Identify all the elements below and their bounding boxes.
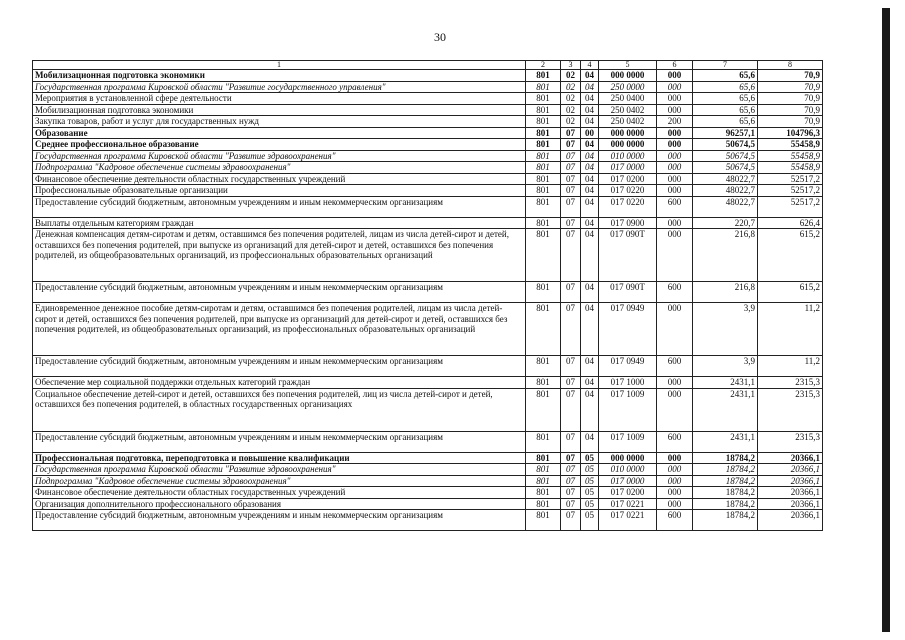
cell-pr: 07 (561, 229, 581, 282)
header-row (33, 61, 823, 70)
cell-cs1: 04 (581, 229, 599, 282)
cell-sum1: 18784,2 (693, 487, 758, 499)
cell-cs: 250 0402 (599, 116, 657, 128)
cell-name: Единовременное денежное пособие детям-сиротам и детям, оставшимся без попечения родителей, лицам из числа детей-сирот и детей, оставшихся без попечения родителей, при выпуске из организаций для детей-сирот и детей, оставшихся без попечения родителей, из общеобразовательных организаций, из профессиональных образовательных организаций (33, 303, 526, 356)
cell-rz: 801 (526, 498, 561, 510)
cell-cs1: 04 (581, 150, 599, 162)
cell-vr: 000 (657, 487, 693, 499)
cell-sum1: 2431,1 (693, 377, 758, 389)
table-row (33, 498, 823, 510)
cell-cs1: 00 (581, 127, 599, 139)
cell-vr: 000 (657, 498, 693, 510)
header-cell: 6 (657, 61, 693, 70)
cell-sum2: 11,2 (758, 356, 823, 377)
table-row (33, 475, 823, 487)
cell-cs1: 04 (581, 104, 599, 116)
cell-vr: 000 (657, 388, 693, 431)
table-row (33, 116, 823, 128)
cell-cs1: 04 (581, 282, 599, 303)
cell-cs1: 04 (581, 173, 599, 185)
cell-rz: 801 (526, 388, 561, 431)
cell-sum1: 18784,2 (693, 464, 758, 476)
cell-cs: 017 0221 (599, 510, 657, 531)
cell-cs1: 04 (581, 377, 599, 389)
cell-vr: 200 (657, 116, 693, 128)
cell-rz: 801 (526, 173, 561, 185)
cell-sum1: 216,8 (693, 229, 758, 282)
cell-sum1: 220,7 (693, 217, 758, 229)
cell-pr: 07 (561, 139, 581, 151)
cell-cs1: 04 (581, 196, 599, 217)
cell-cs: 000 0000 (599, 127, 657, 139)
cell-sum1: 50674,5 (693, 150, 758, 162)
cell-cs: 017 1009 (599, 388, 657, 431)
cell-cs1: 05 (581, 498, 599, 510)
cell-vr: 600 (657, 282, 693, 303)
cell-rz: 801 (526, 116, 561, 128)
table-row (33, 104, 823, 116)
cell-rz: 801 (526, 303, 561, 356)
cell-rz: 801 (526, 487, 561, 499)
cell-vr: 600 (657, 510, 693, 531)
cell-rz: 801 (526, 431, 561, 452)
cell-cs1: 04 (581, 81, 599, 93)
cell-sum2: 55458,9 (758, 139, 823, 151)
cell-sum1: 2431,1 (693, 431, 758, 452)
cell-sum2: 70,9 (758, 70, 823, 82)
cell-cs: 017 0200 (599, 173, 657, 185)
cell-vr: 000 (657, 150, 693, 162)
cell-sum1: 3,9 (693, 303, 758, 356)
cell-cs1: 04 (581, 388, 599, 431)
cell-sum1: 48022,7 (693, 173, 758, 185)
cell-sum2: 52517,2 (758, 185, 823, 197)
cell-cs1: 04 (581, 431, 599, 452)
cell-rz: 801 (526, 229, 561, 282)
cell-cs: 000 0000 (599, 139, 657, 151)
cell-sum2: 615,2 (758, 229, 823, 282)
cell-sum2: 55458,9 (758, 150, 823, 162)
cell-cs: 017 0200 (599, 487, 657, 499)
header-cell: 8 (758, 61, 823, 70)
cell-pr: 07 (561, 303, 581, 356)
cell-cs1: 05 (581, 475, 599, 487)
cell-vr: 000 (657, 464, 693, 476)
cell-cs1: 04 (581, 93, 599, 105)
cell-name: Мобилизационная подготовка экономики (33, 104, 526, 116)
cell-cs: 000 0000 (599, 70, 657, 82)
cell-sum1: 65,6 (693, 81, 758, 93)
cell-rz: 801 (526, 282, 561, 303)
cell-pr: 07 (561, 475, 581, 487)
cell-rz: 801 (526, 377, 561, 389)
header-cell: 5 (599, 61, 657, 70)
cell-pr: 02 (561, 104, 581, 116)
cell-sum1: 65,6 (693, 116, 758, 128)
cell-sum1: 50674,5 (693, 162, 758, 174)
cell-cs1: 04 (581, 162, 599, 174)
cell-name: Финансовое обеспечение деятельности областных государственных учреждений (33, 487, 526, 499)
cell-cs1: 04 (581, 139, 599, 151)
cell-name: Профессиональные образовательные организации (33, 185, 526, 197)
cell-sum2: 20366,1 (758, 475, 823, 487)
cell-sum2: 20366,1 (758, 498, 823, 510)
cell-cs1: 05 (581, 510, 599, 531)
cell-sum1: 48022,7 (693, 196, 758, 217)
cell-rz: 801 (526, 510, 561, 531)
cell-vr: 000 (657, 139, 693, 151)
cell-cs: 010 0000 (599, 150, 657, 162)
cell-sum1: 216,8 (693, 282, 758, 303)
cell-vr: 000 (657, 185, 693, 197)
cell-sum2: 626,4 (758, 217, 823, 229)
cell-cs: 250 0400 (599, 93, 657, 105)
cell-cs1: 05 (581, 487, 599, 499)
cell-name: Среднее профессиональное образование (33, 139, 526, 151)
cell-cs: 017 090Т (599, 229, 657, 282)
cell-rz: 801 (526, 217, 561, 229)
cell-sum1: 96257,1 (693, 127, 758, 139)
cell-rz: 801 (526, 139, 561, 151)
cell-cs: 017 1009 (599, 431, 657, 452)
cell-cs: 017 0949 (599, 303, 657, 356)
cell-name: Предоставление субсидий бюджетным, автономным учреждениям и иным некоммерческим организациям (33, 196, 526, 217)
cell-cs: 010 0000 (599, 464, 657, 476)
header-cell: 2 (526, 61, 561, 70)
cell-pr: 02 (561, 93, 581, 105)
cell-rz: 801 (526, 81, 561, 93)
cell-pr: 07 (561, 377, 581, 389)
cell-vr: 000 (657, 452, 693, 464)
page-number: 30 (434, 30, 446, 44)
cell-pr: 07 (561, 173, 581, 185)
cell-sum1: 65,6 (693, 93, 758, 105)
cell-pr: 07 (561, 162, 581, 174)
cell-sum1: 65,6 (693, 104, 758, 116)
cell-name: Предоставление субсидий бюджетным, автономным учреждениям и иным некоммерческим организациям (33, 510, 526, 531)
cell-rz: 801 (526, 162, 561, 174)
table-row (33, 303, 823, 356)
scan-edge-bar (882, 8, 890, 632)
cell-rz: 801 (526, 104, 561, 116)
cell-name: Мобилизационная подготовка экономики (33, 70, 526, 82)
cell-pr: 07 (561, 510, 581, 531)
table-row (33, 196, 823, 217)
cell-sum2: 20366,1 (758, 510, 823, 531)
cell-pr: 07 (561, 127, 581, 139)
cell-name: Денежная компенсация детям-сиротам и детям, оставшимся без попечения родителей, лицам из числа детей-сирот и детей, оставшихся без попечения родителей, при выпуске из организаций для детей-сирот и детей, оставшихся без попечения родителей, из общеобразовательных организаций, из профессиональных образовательных организаций (33, 229, 526, 282)
cell-sum2: 20366,1 (758, 487, 823, 499)
cell-sum1: 50674,5 (693, 139, 758, 151)
cell-name: Социальное обеспечение детей-сирот и детей, оставшихся без попечения родителей, лиц из числа детей-сирот и детей, оставшихся без попечения родителей, в областных государственных организациях (33, 388, 526, 431)
cell-sum2: 70,9 (758, 104, 823, 116)
cell-name: Предоставление субсидий бюджетным, автономным учреждениям и иным некоммерческим организациям (33, 282, 526, 303)
cell-rz: 801 (526, 185, 561, 197)
cell-name: Государственная программа Кировской области "Развитие здравоохранения" (33, 150, 526, 162)
table-row (33, 452, 823, 464)
table-row (33, 127, 823, 139)
cell-rz: 801 (526, 70, 561, 82)
table-row (33, 93, 823, 105)
cell-name: Профессиональная подготовка, переподготовка и повышение квалификации (33, 452, 526, 464)
cell-name: Подпрограмма "Кадровое обеспечение системы здравоохранения" (33, 475, 526, 487)
cell-cs1: 04 (581, 217, 599, 229)
table-row (33, 388, 823, 431)
cell-name: Подпрограмма "Кадровое обеспечение системы здравоохранения" (33, 162, 526, 174)
header-cell: 1 (33, 61, 526, 70)
cell-pr: 07 (561, 431, 581, 452)
cell-pr: 07 (561, 498, 581, 510)
cell-sum2: 11,2 (758, 303, 823, 356)
cell-name: Организация дополнительного профессионального образования (33, 498, 526, 510)
cell-sum1: 48022,7 (693, 185, 758, 197)
table-row (33, 70, 823, 82)
cell-pr: 07 (561, 388, 581, 431)
cell-cs: 250 0000 (599, 81, 657, 93)
table-row (33, 377, 823, 389)
cell-name: Государственная программа Кировской области "Развитие государственного управления" (33, 81, 526, 93)
cell-vr: 000 (657, 81, 693, 93)
cell-rz: 801 (526, 150, 561, 162)
cell-name: Выплаты отдельным категориям граждан (33, 217, 526, 229)
cell-pr: 02 (561, 116, 581, 128)
cell-cs1: 04 (581, 356, 599, 377)
cell-pr: 07 (561, 464, 581, 476)
cell-vr: 000 (657, 475, 693, 487)
cell-cs: 017 0220 (599, 196, 657, 217)
cell-vr: 000 (657, 229, 693, 282)
cell-cs1: 04 (581, 185, 599, 197)
cell-cs: 000 0000 (599, 452, 657, 464)
cell-name: Образование (33, 127, 526, 139)
table-row (33, 217, 823, 229)
cell-rz: 801 (526, 464, 561, 476)
cell-sum1: 18784,2 (693, 510, 758, 531)
cell-sum2: 2315,3 (758, 431, 823, 452)
cell-cs1: 04 (581, 303, 599, 356)
cell-cs1: 04 (581, 70, 599, 82)
cell-pr: 07 (561, 452, 581, 464)
cell-cs: 017 090Т (599, 282, 657, 303)
table-row (33, 487, 823, 499)
cell-cs: 017 0900 (599, 217, 657, 229)
table-row (33, 173, 823, 185)
cell-vr: 000 (657, 70, 693, 82)
cell-rz: 801 (526, 475, 561, 487)
cell-vr: 000 (657, 173, 693, 185)
cell-sum2: 52517,2 (758, 173, 823, 185)
cell-rz: 801 (526, 356, 561, 377)
cell-vr: 600 (657, 196, 693, 217)
table-row (33, 150, 823, 162)
cell-sum2: 104796,3 (758, 127, 823, 139)
header-cell: 3 (561, 61, 581, 70)
cell-vr: 000 (657, 104, 693, 116)
cell-rz: 801 (526, 196, 561, 217)
table-row (33, 81, 823, 93)
table-row (33, 431, 823, 452)
cell-sum2: 70,9 (758, 81, 823, 93)
cell-name: Предоставление субсидий бюджетным, автономным учреждениям и иным некоммерческим организациям (33, 356, 526, 377)
cell-sum1: 2431,1 (693, 388, 758, 431)
cell-vr: 000 (657, 93, 693, 105)
table-row (33, 282, 823, 303)
table-row (33, 162, 823, 174)
cell-sum2: 20366,1 (758, 452, 823, 464)
cell-pr: 07 (561, 196, 581, 217)
cell-sum1: 18784,2 (693, 475, 758, 487)
cell-pr: 07 (561, 487, 581, 499)
cell-rz: 801 (526, 93, 561, 105)
header-cell: 7 (693, 61, 758, 70)
cell-cs: 017 0221 (599, 498, 657, 510)
cell-sum2: 2315,3 (758, 377, 823, 389)
cell-vr: 000 (657, 217, 693, 229)
cell-name: Мероприятия в установленной сфере деятельности (33, 93, 526, 105)
cell-cs: 017 0220 (599, 185, 657, 197)
table-row (33, 510, 823, 531)
table-row (33, 139, 823, 151)
cell-pr: 02 (561, 81, 581, 93)
table-row (33, 229, 823, 282)
table-row (33, 185, 823, 197)
cell-name: Предоставление субсидий бюджетным, автономным учреждениям и иным некоммерческим организациям (33, 431, 526, 452)
cell-name: Финансовое обеспечение деятельности областных государственных учреждений (33, 173, 526, 185)
cell-vr: 600 (657, 356, 693, 377)
cell-sum2: 70,9 (758, 116, 823, 128)
cell-cs: 250 0402 (599, 104, 657, 116)
cell-pr: 07 (561, 282, 581, 303)
table-row (33, 356, 823, 377)
cell-vr: 600 (657, 431, 693, 452)
table-row (33, 464, 823, 476)
cell-sum2: 55458,9 (758, 162, 823, 174)
cell-sum2: 52517,2 (758, 196, 823, 217)
cell-sum1: 18784,2 (693, 452, 758, 464)
cell-pr: 07 (561, 356, 581, 377)
cell-sum1: 18784,2 (693, 498, 758, 510)
cell-cs: 017 0000 (599, 162, 657, 174)
cell-pr: 07 (561, 217, 581, 229)
cell-vr: 000 (657, 303, 693, 356)
cell-sum2: 70,9 (758, 93, 823, 105)
cell-name: Обеспечение мер социальной поддержки отдельных категорий граждан (33, 377, 526, 389)
cell-sum2: 2315,3 (758, 388, 823, 431)
cell-cs: 017 0000 (599, 475, 657, 487)
cell-name: Закупка товаров, работ и услуг для государственных нужд (33, 116, 526, 128)
cell-sum2: 20366,1 (758, 464, 823, 476)
cell-pr: 02 (561, 70, 581, 82)
cell-cs1: 05 (581, 452, 599, 464)
cell-rz: 801 (526, 127, 561, 139)
cell-cs1: 04 (581, 116, 599, 128)
cell-rz: 801 (526, 452, 561, 464)
cell-pr: 07 (561, 185, 581, 197)
cell-vr: 000 (657, 377, 693, 389)
header-cell: 4 (581, 61, 599, 70)
cell-cs: 017 1000 (599, 377, 657, 389)
cell-cs1: 05 (581, 464, 599, 476)
cell-pr: 07 (561, 150, 581, 162)
cell-cs: 017 0949 (599, 356, 657, 377)
cell-sum2: 615,2 (758, 282, 823, 303)
budget-table (32, 60, 823, 531)
cell-sum1: 3,9 (693, 356, 758, 377)
cell-name: Государственная программа Кировской области "Развитие здравоохранения" (33, 464, 526, 476)
cell-vr: 000 (657, 127, 693, 139)
cell-vr: 000 (657, 162, 693, 174)
cell-sum1: 65,6 (693, 70, 758, 82)
